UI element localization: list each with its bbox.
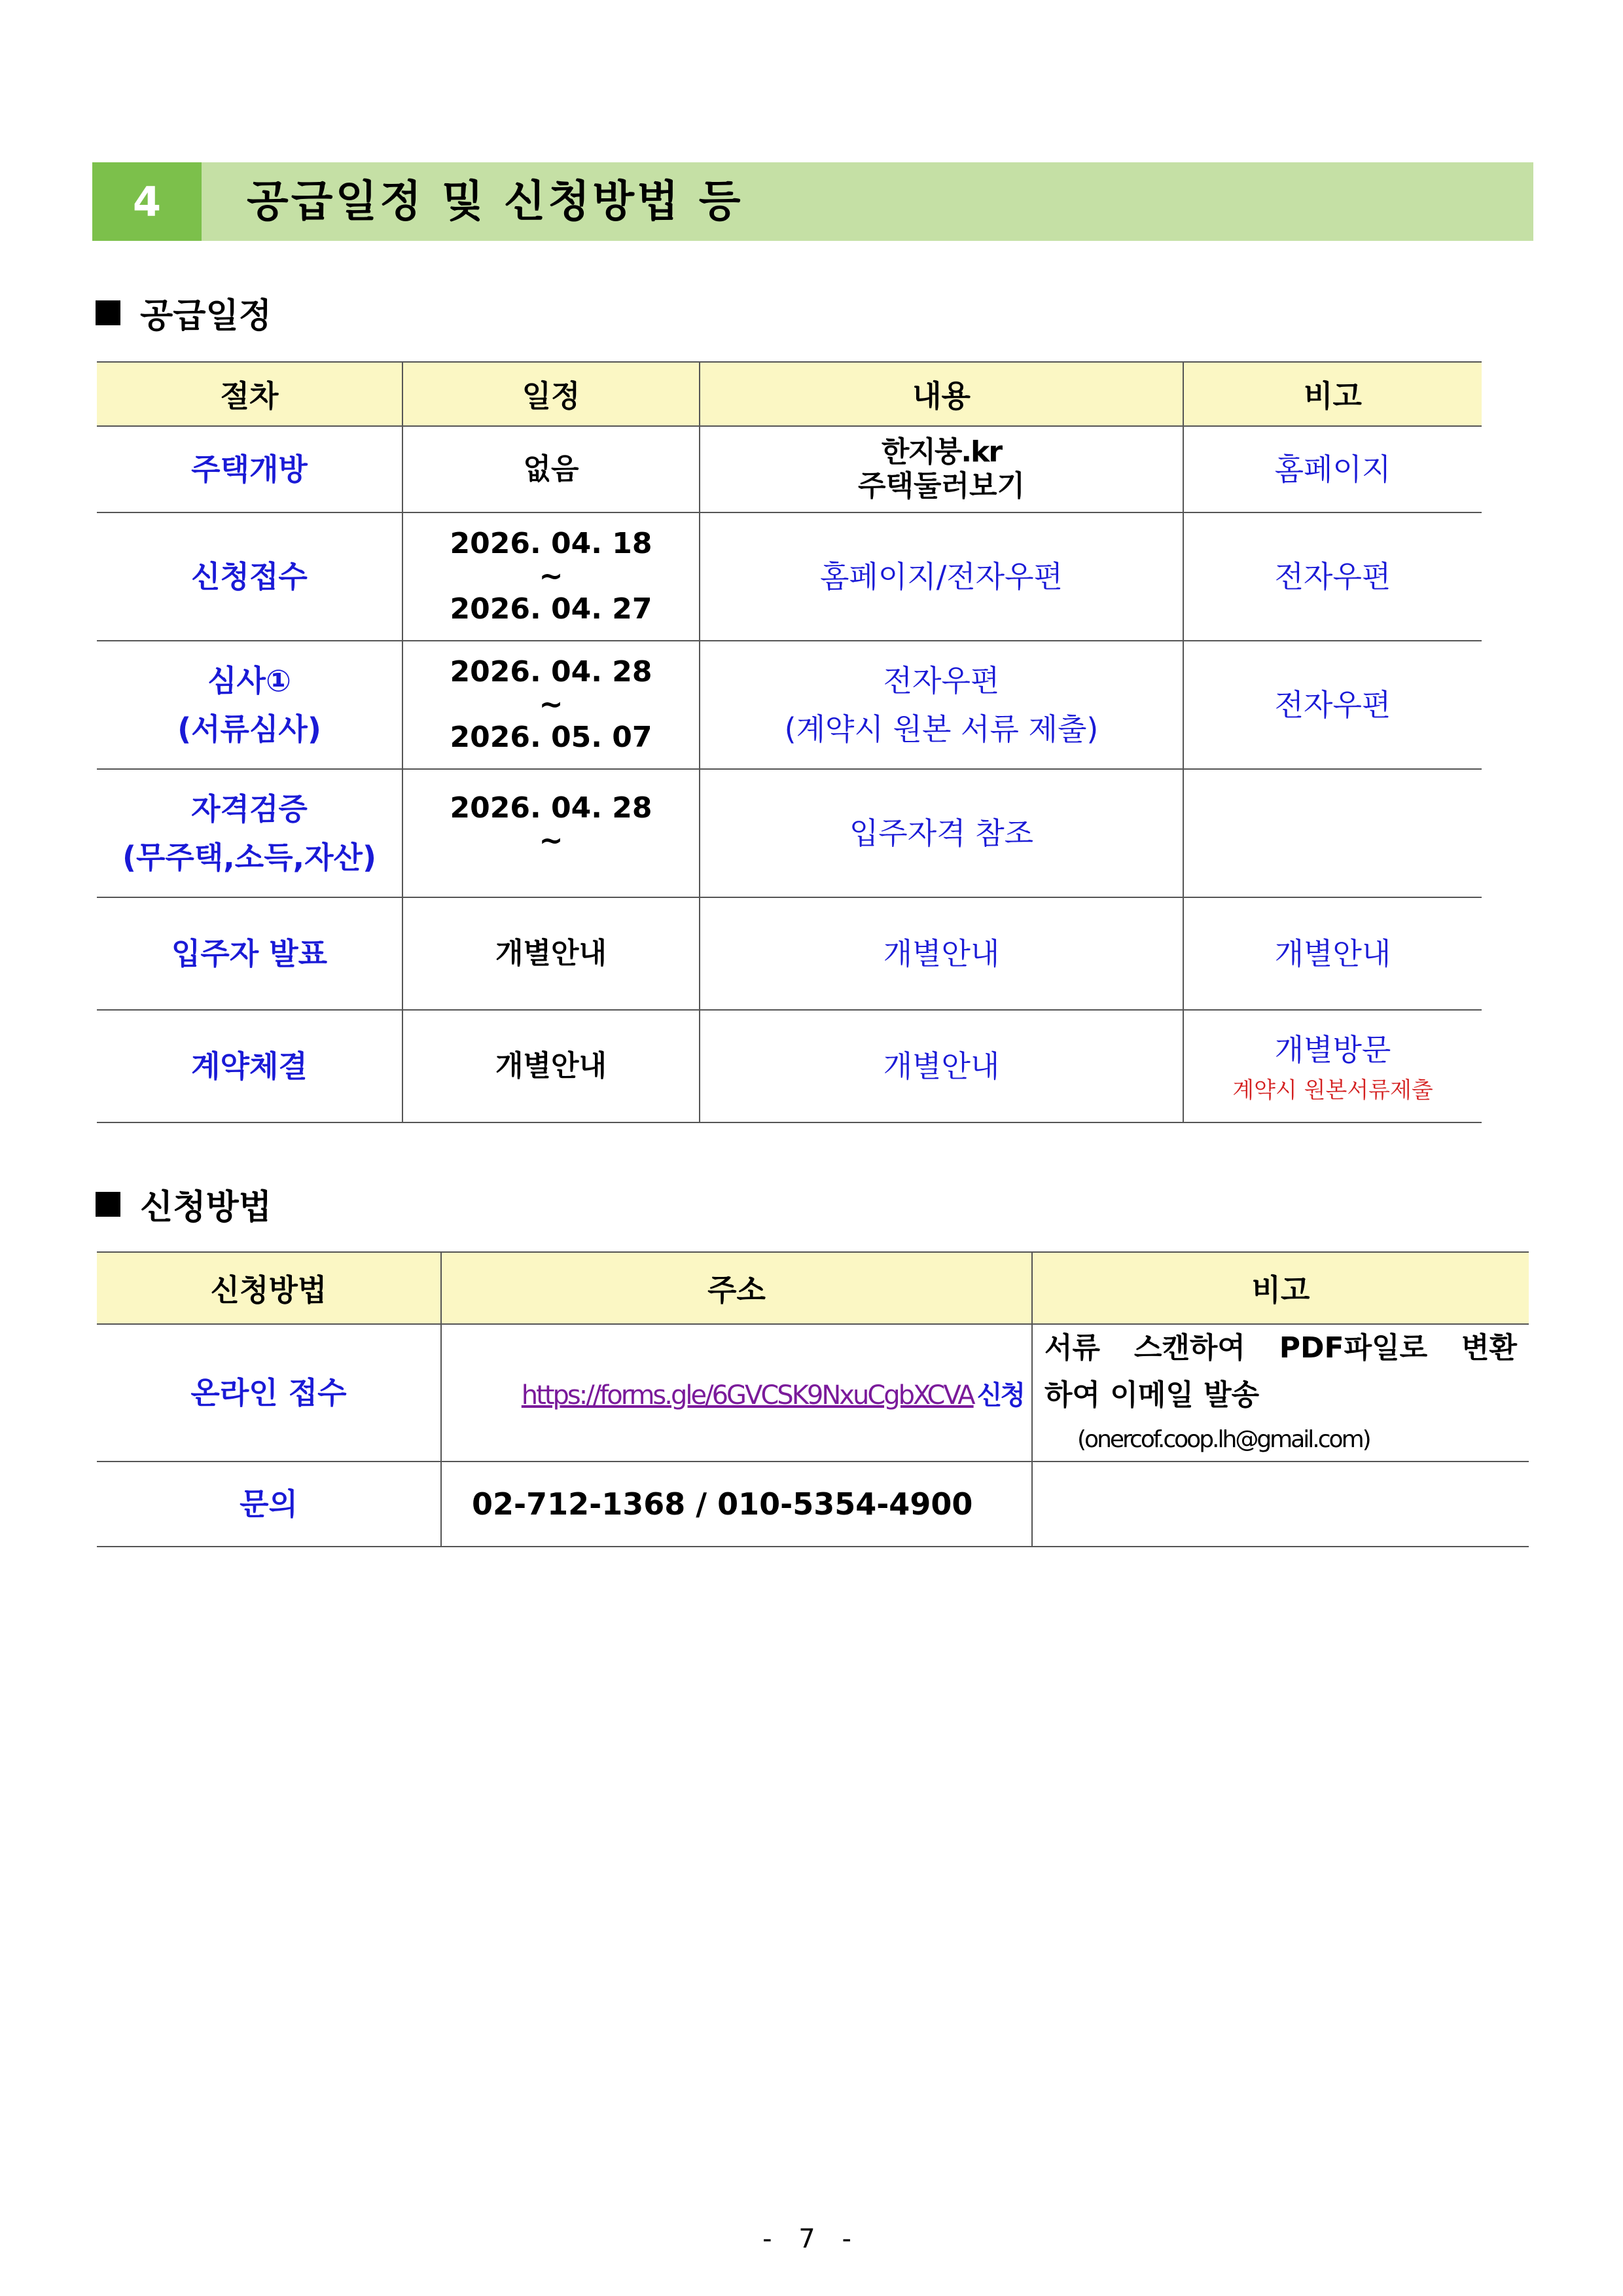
- col-header-method: 신청방법: [97, 1252, 441, 1324]
- remark-cell: 서류 스캔하여 PDF파일로 변환 하여 이메일 발송 (onercof.coop.lh@gmail.com): [1032, 1324, 1529, 1462]
- table-row: [97, 1324, 1529, 1462]
- content-cell: 홈페이지/전자우편: [700, 512, 1183, 641]
- step-cell: 주택개방: [97, 426, 402, 512]
- table-row: [97, 1010, 1482, 1122]
- table-row: [97, 426, 1482, 512]
- note-cell: 전자우편: [1183, 512, 1482, 641]
- content-cell: 개별안내: [700, 1010, 1183, 1122]
- date-cell: 2026. 04. 28 ~: [402, 769, 700, 897]
- square-bullet-icon: [96, 300, 120, 325]
- table-header-row: [97, 362, 1482, 426]
- note-cell: 전자우편: [1183, 641, 1482, 769]
- schedule-table: [97, 361, 1482, 1123]
- content-cell: 개별안내: [700, 897, 1183, 1010]
- date-cell: 2026. 04. 18 ~ 2026. 04. 27: [402, 512, 700, 641]
- step-cell: 심사① (서류심사): [97, 641, 402, 769]
- method-cell: 온라인 접수: [97, 1324, 441, 1462]
- col-header-date: 일정: [402, 362, 700, 426]
- page-number: - 7 -: [762, 2224, 861, 2254]
- date-cell: 개별안내: [402, 1010, 700, 1122]
- section-title: 공급일정 및 신청방법 등: [247, 176, 743, 226]
- note-cell: 홈페이지: [1183, 426, 1482, 512]
- table-row: [97, 769, 1482, 897]
- col-header-address: 주소: [441, 1252, 1032, 1324]
- application-form-link[interactable]: https://forms.gle/6GVCSK9NxuCgbXCVA: [521, 1380, 974, 1410]
- remark-cell: [1032, 1462, 1529, 1547]
- note-small: 계약시 원본서류제출: [1232, 1077, 1433, 1103]
- content-cell: 입주자격 참조: [700, 769, 1183, 897]
- note-cell: 개별안내: [1183, 897, 1482, 1010]
- table-row: [97, 897, 1482, 1010]
- section-number: 4: [92, 162, 202, 241]
- phone-cell: 02-712-1368 / 010-5354-4900: [441, 1462, 1032, 1547]
- application-heading: 신청방법: [96, 1179, 272, 1229]
- note-cell: 개별방문 계약시 원본서류제출: [1183, 1010, 1482, 1122]
- content-cell: 전자우편 (계약시 원본 서류 제출): [700, 641, 1183, 769]
- address-cell: https://forms.gle/6GVCSK9NxuCgbXCVA 신청: [441, 1324, 1032, 1462]
- application-table: [97, 1251, 1529, 1547]
- table-row: [97, 641, 1482, 769]
- date-cell: 없음: [402, 426, 700, 512]
- step-cell: 자격검증 (무주택,소득,자산): [97, 769, 402, 897]
- col-header-content: 내용: [700, 362, 1183, 426]
- square-bullet-icon: [96, 1192, 120, 1217]
- col-header-note: 비고: [1183, 362, 1482, 426]
- date-cell: 2026. 04. 28 ~ 2026. 05. 07: [402, 641, 700, 769]
- schedule-heading: 공급일정: [96, 288, 272, 337]
- step-cell: 입주자 발표: [97, 897, 402, 1010]
- col-header-step: 절차: [97, 362, 402, 426]
- section-header: [92, 162, 1533, 241]
- step-cell: 계약체결: [97, 1010, 402, 1122]
- note-cell: [1183, 769, 1482, 897]
- content-cell: 한지붕.kr 주택둘러보기: [700, 426, 1183, 512]
- col-header-remark: 비고: [1032, 1252, 1529, 1324]
- table-row: [97, 1462, 1529, 1547]
- contact-email: (onercof.coop.lh@gmail.com): [1077, 1426, 1370, 1453]
- method-cell: 문의: [97, 1462, 441, 1547]
- table-header-row: [97, 1252, 1529, 1324]
- step-cell: 신청접수: [97, 512, 402, 641]
- table-row: [97, 512, 1482, 641]
- date-cell: 개별안내: [402, 897, 700, 1010]
